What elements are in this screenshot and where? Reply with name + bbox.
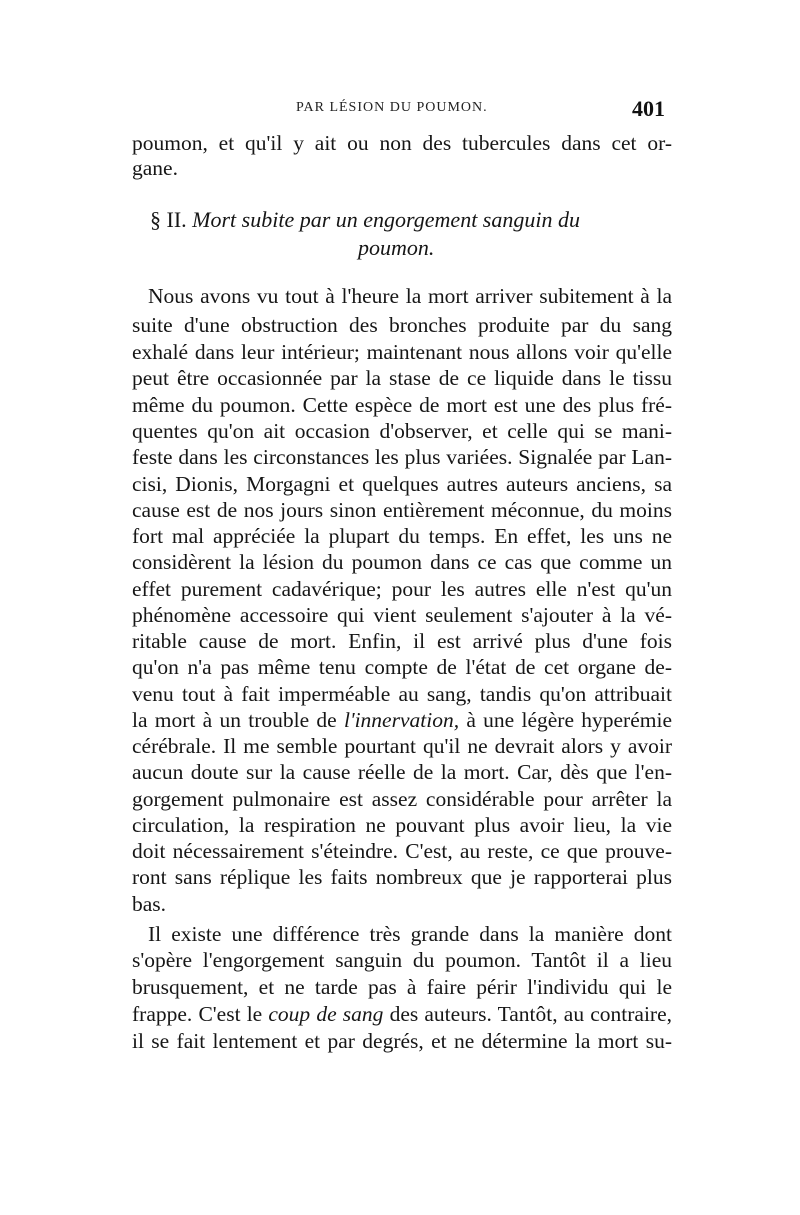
text-line: cérébrale. Il me semble pourtant qu'il ne devrait alors y avoir (132, 734, 672, 758)
text-line: bas. (132, 892, 167, 916)
text-line: ritable cause de mort. Enfin, il est arrivé plus d'une fois (132, 629, 672, 653)
text-line: brusquement, et ne tarde pas à faire périr l'individu qui le (132, 975, 672, 999)
text-segment: à une légère hyperémie (459, 708, 672, 732)
text-segment: des auteurs. Tantôt, au contraire, (383, 1002, 672, 1026)
intro-line: gane. (132, 156, 178, 180)
text-line: exhalé dans leur intérieur; maintenant nous allons voir qu'elle (132, 340, 672, 364)
text-line: ront sans réplique les faits nombreux que je rapporterai plus (132, 865, 672, 889)
page-number: 401 (632, 96, 665, 121)
text-line: Nous avons vu tout à l'heure la mort arriver subitement à la (148, 284, 672, 308)
text-line-with-italic (132, 1001, 672, 1027)
text-line: aucun doute sur la cause réelle de la mort. Car, dès que l'en- (132, 760, 672, 784)
intro-line: poumon, et qu'il y ait ou non des tubercules dans cet or- (132, 131, 672, 155)
text-line: considèrent la lésion du poumon dans ce cas que comme un (132, 550, 672, 574)
text-line: gorgement pulmonaire est assez considérable pour arrêter la (132, 787, 672, 811)
text-line: effet purement cadavérique; pour les autres elle n'est qu'un (132, 577, 672, 601)
text-line: Il existe une différence très grande dans la manière dont (148, 922, 672, 946)
running-header: PAR LÉSION DU POUMON. (296, 100, 488, 115)
italic-term: coup de sang (268, 1002, 384, 1026)
italic-term: l'innervation, (344, 708, 460, 732)
section-title-line2: poumon. (358, 235, 435, 260)
text-line: même du poumon. Cette espèce de mort est une des plus fré- (132, 393, 672, 417)
section-number: § II. (150, 207, 187, 232)
section-heading (150, 207, 580, 233)
text-line-with-italic (132, 707, 672, 733)
text-line: il se fait lentement et par degrés, et ne détermine la mort su- (132, 1029, 672, 1053)
text-line: cause est de nos jours sinon entièrement méconnue, du moins (132, 498, 672, 522)
text-segment: frappe. C'est le (132, 1002, 269, 1026)
section-title-line1: Mort subite par un engorgement sanguin du (192, 207, 580, 232)
text-line: quentes qu'on ait occasion d'observer, et celle qui se mani- (132, 419, 672, 443)
text-line: s'opère l'engorgement sanguin du poumon. Tantôt il a lieu (132, 948, 672, 972)
text-line: phénomène accessoire qui vient seulement s'ajouter à la vé- (132, 603, 672, 627)
text-line: fort mal appréciée la plupart du temps. En effet, les uns ne (132, 524, 672, 548)
text-line: feste dans les circonstances les plus variées. Signalée par Lan- (132, 445, 672, 469)
text-line: doit nécessairement s'éteindre. C'est, au reste, ce que prouve- (132, 839, 672, 863)
section-heading-continued (358, 235, 434, 261)
text-segment: la mort à un trouble de (132, 708, 344, 732)
text-line: venu tout à fait imperméable au sang, tandis qu'on attribuait (132, 682, 672, 706)
text-line: suite d'une obstruction des bronches produite par du sang (132, 313, 672, 337)
text-line: peut être occasionnée par la stase de ce liquide dans le tissu (132, 366, 672, 390)
text-line: qu'on n'a pas même tenu compte de l'état de cet organe de- (132, 655, 672, 679)
text-line: cisi, Dionis, Morgagni et quelques autres auteurs anciens, sa (132, 472, 672, 496)
text-line: circulation, la respiration ne pouvant plus avoir lieu, la vie (132, 813, 672, 837)
